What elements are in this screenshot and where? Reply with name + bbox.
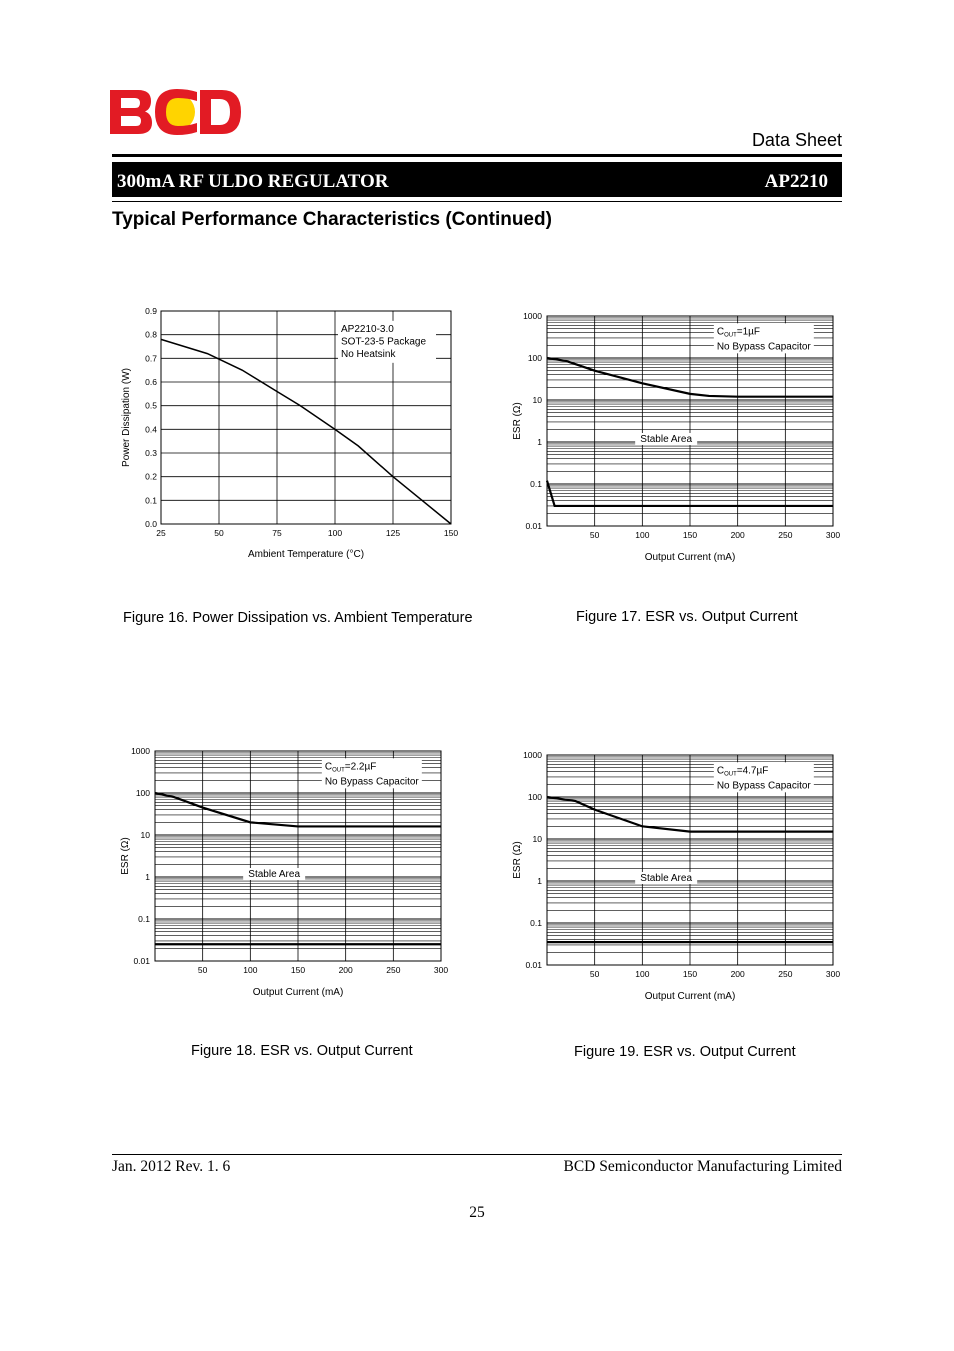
esr-chart-2-2uf — [108, 740, 458, 1005]
x-tick-label: 100 — [635, 969, 650, 979]
y-tick-label: 0.1 — [530, 479, 542, 489]
x-tick-label: 100 — [243, 965, 258, 975]
title-bar — [112, 162, 842, 197]
x-tick-label: 50 — [214, 528, 224, 538]
y-tick-label: 10 — [532, 395, 542, 405]
section-title: Typical Performance Characteristics (Continued) — [112, 209, 552, 230]
capacitor-value: =2.2µF — [344, 761, 377, 773]
logo-letter-b — [110, 90, 152, 134]
y-tick-label: 1 — [145, 872, 150, 882]
y-tick-label: 10 — [532, 834, 542, 844]
logo-letter-d — [200, 90, 241, 134]
x-tick-label: 200 — [730, 969, 745, 979]
x-tick-label: 150 — [290, 965, 306, 975]
stable-area-label: Stable Area — [640, 434, 693, 445]
y-tick-label: 0.01 — [133, 956, 150, 966]
x-tick-label: 50 — [589, 969, 600, 979]
y-tick-label: 100 — [527, 353, 542, 363]
figure-17-caption: Figure 17. ESR vs. Output Current — [576, 609, 798, 625]
y-tick-label: 0.01 — [525, 960, 542, 970]
title-underline — [112, 201, 842, 202]
x-tick-label: 150 — [682, 969, 698, 979]
x-tick-label: 75 — [272, 528, 282, 538]
y-tick-label: 1000 — [523, 750, 542, 760]
x-tick-label: 250 — [778, 969, 793, 979]
bcd-logo — [110, 88, 242, 136]
stable-area-label: Stable Area — [248, 869, 301, 880]
header-rule — [112, 154, 842, 157]
bypass-note: No Bypass Capacitor — [324, 776, 419, 788]
x-tick-label: 50 — [197, 965, 208, 975]
y-tick-label: 0.6 — [145, 377, 157, 387]
x-tick-label: 200 — [730, 530, 745, 540]
product-title: 300mA RF ULDO REGULATOR — [117, 171, 389, 192]
x-tick-label: 250 — [778, 530, 793, 540]
x-tick-label: 300 — [433, 965, 449, 975]
y-tick-label: 0.5 — [145, 400, 157, 411]
page-number: 25 — [469, 1204, 485, 1221]
y-tick-label: 0.1 — [530, 918, 542, 928]
esr-chart-1uf — [500, 305, 850, 570]
figure-18-caption: Figure 18. ESR vs. Output Current — [191, 1043, 413, 1059]
esr-chart-4-7uf — [500, 744, 850, 1009]
capacitor-symbol: C — [716, 765, 725, 777]
bypass-note: No Bypass Capacitor — [716, 780, 811, 792]
x-axis-label: Ambient Temperature (°C) — [247, 549, 365, 560]
y-tick-label: 10 — [140, 830, 150, 840]
capacitor-value: =4.7µF — [736, 765, 769, 777]
y-tick-label: 0.0 — [145, 519, 157, 529]
y-tick-label: 0.3 — [145, 448, 157, 458]
bypass-note: No Bypass Capacitor — [716, 341, 811, 353]
figure-19-caption: Figure 19. ESR vs. Output Current — [574, 1044, 796, 1060]
capacitor-symbol: C — [324, 761, 333, 773]
y-tick-label: 0.01 — [525, 521, 542, 531]
power-dissipation-line — [161, 339, 451, 524]
y-axis-label: Power Dissipation (W) — [121, 368, 132, 467]
y-tick-label: 0.8 — [145, 329, 157, 340]
y-axis-label: ESR (Ω) — [512, 841, 523, 879]
capacitor-subscript: OUT — [724, 771, 737, 778]
x-axis-label: Output Current (mA) — [644, 991, 736, 1002]
x-tick-label: 250 — [386, 965, 401, 975]
y-tick-label: 0.4 — [145, 424, 157, 435]
footer-company: BCD Semiconductor Manufacturing Limited — [563, 1158, 842, 1175]
y-tick-label: 1 — [537, 876, 542, 886]
x-axis-label: Output Current (mA) — [644, 552, 736, 563]
annotation-text: SOT-23-5 Package — [341, 336, 427, 348]
x-tick-label: 300 — [825, 969, 841, 979]
part-number: AP2210 — [764, 171, 828, 192]
x-axis-label: Output Current (mA) — [252, 987, 344, 998]
y-tick-label: 0.9 — [145, 306, 157, 316]
stable-area-label: Stable Area — [640, 873, 693, 884]
y-tick-label: 100 — [527, 792, 542, 802]
capacitor-subscript: OUT — [724, 332, 737, 339]
footer-date-revision: Jan. 2012 Rev. 1. 6 — [112, 1158, 231, 1175]
x-tick-label: 150 — [682, 530, 698, 540]
x-tick-label: 125 — [385, 528, 401, 538]
x-tick-label: 150 — [443, 528, 459, 538]
x-tick-label: 50 — [589, 530, 600, 540]
y-tick-label: 0.1 — [138, 914, 150, 924]
y-tick-label: 1 — [537, 437, 542, 447]
y-tick-label: 1000 — [523, 311, 542, 321]
x-tick-label: 25 — [156, 528, 166, 538]
annotation-text: No Heatsink — [341, 348, 396, 360]
data-sheet-label: Data Sheet — [751, 130, 842, 150]
y-tick-label: 0.2 — [145, 471, 157, 482]
footer-rule — [112, 1154, 842, 1155]
figure-16-caption: Figure 16. Power Dissipation vs. Ambient Temperature — [123, 610, 473, 626]
y-tick-label: 0.7 — [145, 353, 157, 364]
capacitor-value: =1µF — [736, 326, 761, 338]
y-axis-label: ESR (Ω) — [512, 402, 523, 440]
y-axis-label: ESR (Ω) — [120, 837, 131, 875]
x-tick-label: 300 — [825, 530, 841, 540]
x-tick-label: 200 — [338, 965, 353, 975]
annotation-text: AP2210-3.0 — [341, 323, 394, 335]
x-tick-label: 100 — [327, 528, 343, 538]
x-tick-label: 100 — [635, 530, 650, 540]
y-tick-label: 100 — [135, 788, 150, 798]
y-tick-label: 0.1 — [145, 495, 157, 506]
power-dissipation-chart — [110, 300, 480, 570]
capacitor-symbol: C — [716, 326, 725, 338]
y-tick-label: 1000 — [131, 746, 150, 756]
capacitor-subscript: OUT — [332, 767, 345, 774]
capacitor-label — [717, 326, 760, 338]
